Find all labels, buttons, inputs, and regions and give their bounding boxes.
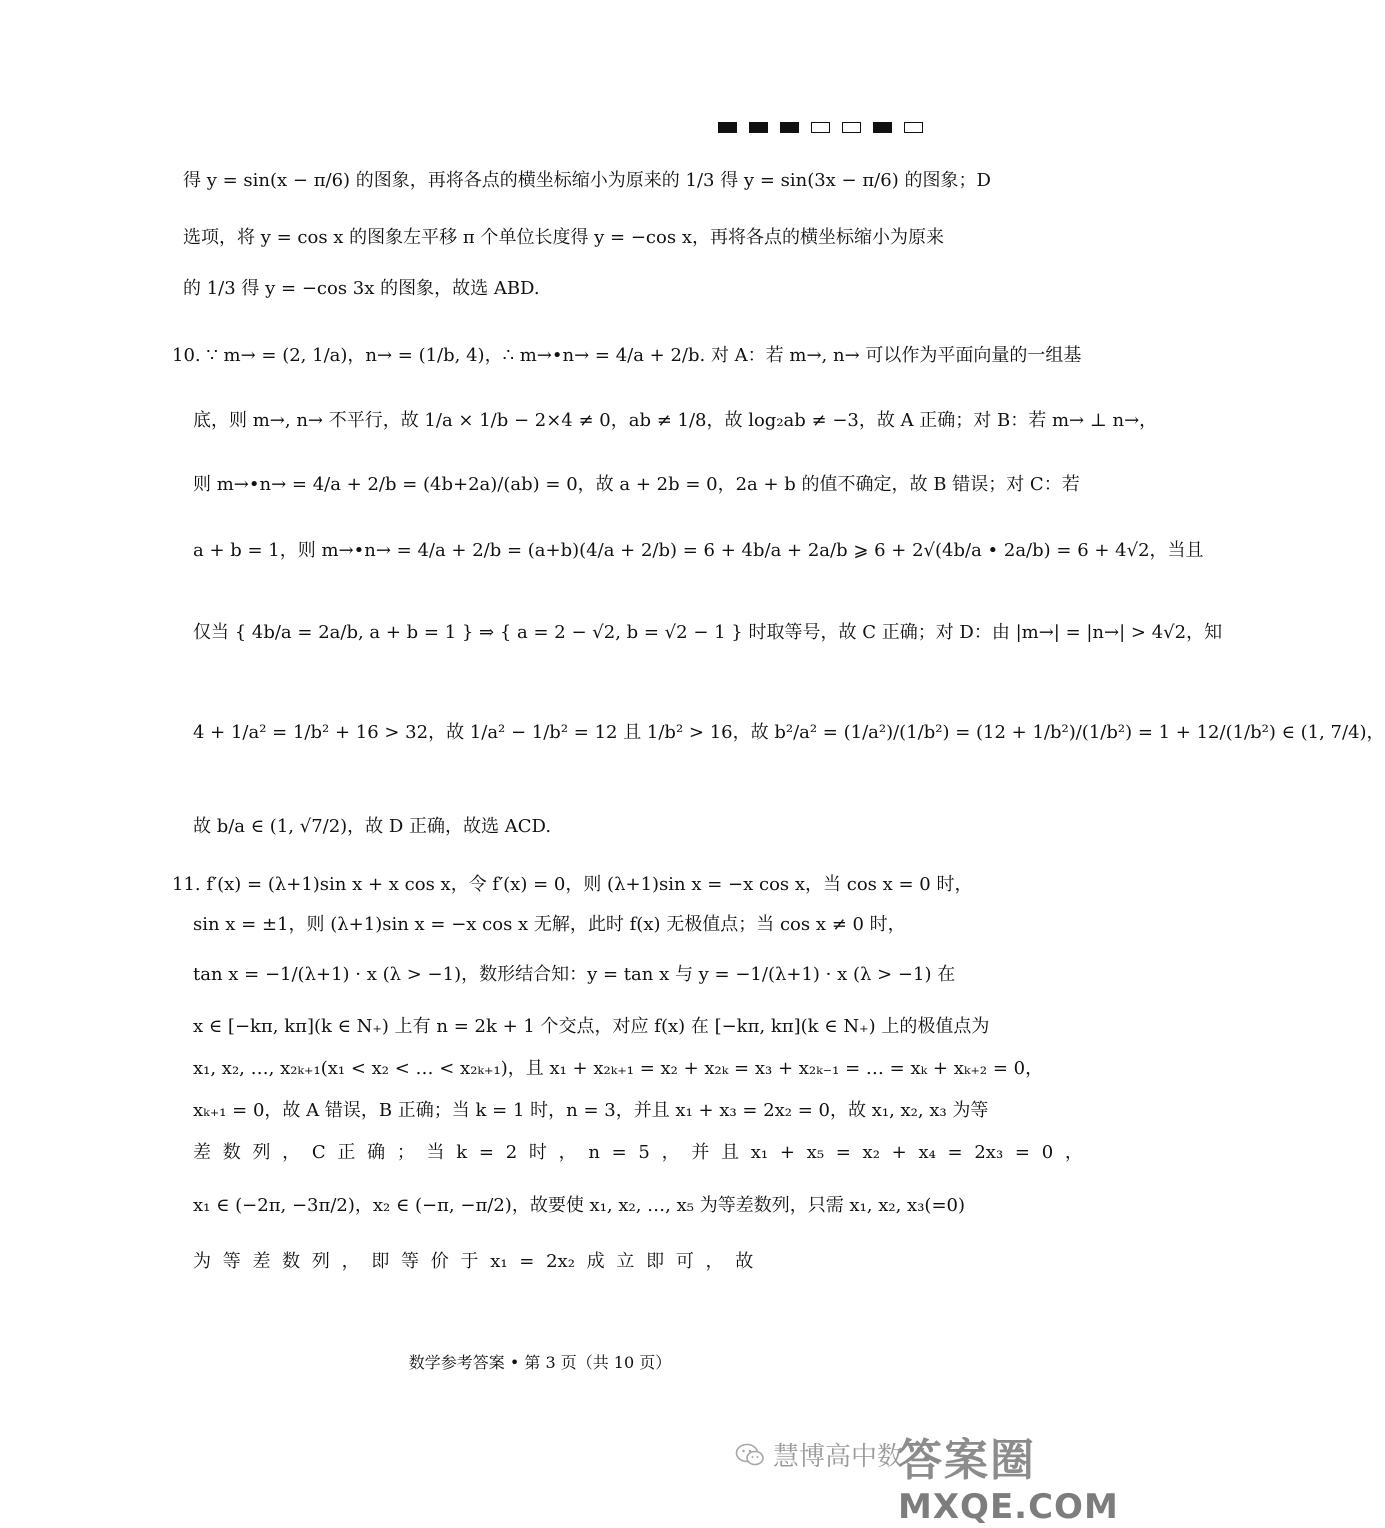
text-line: 11. f′(x) = (λ+1)sin x + x cos x，令 f′(x) = 0，则 (λ+1)sin x = −x cos x，当 cos x = 0 时， bbox=[172, 874, 973, 895]
text-line: 为 等 差 数 列 ， 即 等 价 于 x₁ = 2x₂ 成 立 即 可 ， 故 bbox=[193, 1251, 754, 1272]
page-mark bbox=[749, 122, 768, 133]
page-mark bbox=[811, 122, 830, 133]
page-mark bbox=[842, 122, 861, 133]
text-line: 则 m→•n→ = 4/a + 2/b = (4b+2a)/(ab) = 0，故 a + 2b = 0，2a + b 的值不确定，故 B 错误；对 C：若 bbox=[193, 474, 1080, 495]
wechat-watermark bbox=[735, 1436, 903, 1473]
wechat-icon bbox=[735, 1442, 765, 1468]
page-mark bbox=[718, 122, 737, 133]
text-line: 得 y = sin(x − π/6) 的图象，再将各点的横坐标缩小为原来的 1/3 得 y = sin(3x − π/6) 的图象；D bbox=[183, 170, 991, 191]
text-line: 选项，将 y = cos x 的图象左平移 π 个单位长度得 y = −cos x，再将各点的横坐标缩小为原来 bbox=[183, 227, 944, 248]
page-mark bbox=[873, 122, 892, 133]
text-line: a + b = 1，则 m→•n→ = 4/a + 2/b = (a+b)(4/a + 2/b) = 6 + 4b/a + 2a/b ⩾ 6 + 2√(4b/a • 2a/b) = 6 + 4√2，当且 bbox=[193, 540, 1204, 561]
text-line: tan x = −1/(λ+1) · x (λ > −1)，数形结合知：y = tan x 与 y = −1/(λ+1) · x (λ > −1) 在 bbox=[193, 964, 956, 985]
text-line: 仅当 { 4b/a = 2a/b, a + b = 1 } ⇒ { a = 2 − √2, b = √2 − 1 } 时取等号，故 C 正确；对 D：由 |m→| = |n→| > 4√2，知 bbox=[193, 622, 1223, 643]
text-line: x ∈ [−kπ, kπ](k ∈ N₊) 上有 n = 2k + 1 个交点，对应 f(x) 在 [−kπ, kπ](k ∈ N₊) 上的极值点为 bbox=[193, 1016, 990, 1037]
text-line: x₁ ∈ (−2π, −3π/2)，x₂ ∈ (−π, −π/2)，故要使 x₁, x₂, …, x₅ 为等差数列，只需 x₁, x₂, x₃(=0) bbox=[193, 1195, 965, 1216]
header-page-marks bbox=[718, 122, 923, 133]
logo-url: MXQE.COM bbox=[898, 1487, 1119, 1527]
page-footer: 数学参考答案 • 第 3 页（共 10 页） bbox=[408, 1353, 672, 1372]
page-mark bbox=[780, 122, 799, 133]
page-mark bbox=[904, 122, 923, 133]
text-line: 4 + 1/a² = 1/b² + 16 > 32，故 1/a² − 1/b² = 12 且 1/b² > 16，故 b²/a² = (1/a²)/(1/b²) = (12 + 1/b²)/(1/b²) = 1 + 12/(1/b²) ∈ (1, 7/4)， bbox=[193, 722, 1385, 743]
text-line: 10. ∵ m→ = (2, 1/a)，n→ = (1/b, 4)，∴ m→•n→ = 4/a + 2/b. 对 A：若 m→, n→ 可以作为平面向量的一组基 bbox=[172, 345, 1082, 366]
text-line: 故 b/a ∈ (1, √7/2)，故 D 正确，故选 ACD. bbox=[193, 816, 552, 837]
text-line: xₖ₊₁ = 0，故 A 错误，B 正确；当 k = 1 时，n = 3，并且 x₁ + x₃ = 2x₂ = 0，故 x₁, x₂, x₃ 为等 bbox=[193, 1100, 989, 1121]
text-line: x₁, x₂, …, x₂ₖ₊₁(x₁ < x₂ < … < x₂ₖ₊₁)，且 x₁ + x₂ₖ₊₁ = x₂ + x₂ₖ = x₃ + x₂ₖ₋₁ = … = xₖ + xₖ₊₂ = 0， bbox=[193, 1058, 1044, 1079]
text-line: 底，则 m→, n→ 不平行，故 1/a × 1/b − 2×4 ≠ 0，ab ≠ 1/8，故 log₂ab ≠ −3，故 A 正确；对 B：若 m→ ⊥ n→， bbox=[193, 410, 1158, 431]
answer-site-logo bbox=[898, 1424, 1119, 1527]
watermark-account: 慧博高中数 bbox=[773, 1442, 904, 1472]
text-line: 的 1/3 得 y = −cos 3x 的图象，故选 ABD. bbox=[183, 278, 540, 299]
logo-title: 答案圈 bbox=[898, 1435, 1036, 1486]
text-line: sin x = ±1，则 (λ+1)sin x = −x cos x 无解，此时 f(x) 无极值点；当 cos x ≠ 0 时， bbox=[193, 914, 906, 935]
text-line: 差 数 列 ， C 正 确 ； 当 k = 2 时 ， n = 5 ， 并 且 x₁ + x₅ = x₂ + x₄ = 2x₃ = 0 ， bbox=[193, 1142, 1083, 1163]
